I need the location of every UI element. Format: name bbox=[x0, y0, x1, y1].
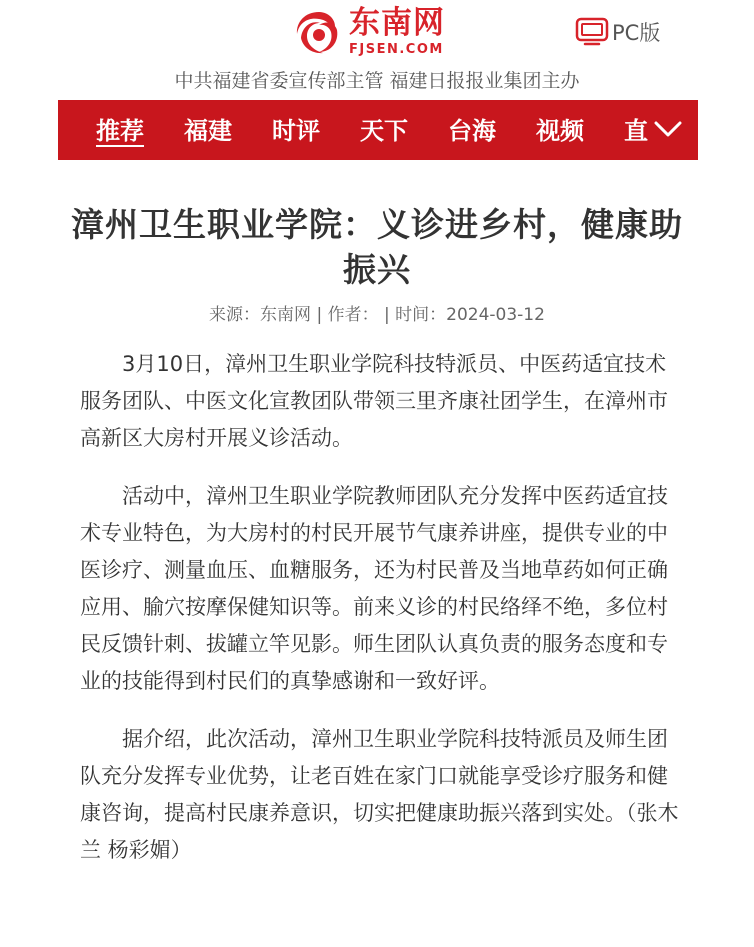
nav-item-world[interactable]: 天下 bbox=[360, 117, 408, 145]
nav-item-recommend[interactable]: 推荐 bbox=[96, 117, 144, 145]
nav-item-commentary[interactable]: 时评 bbox=[272, 117, 320, 145]
nav-item-live[interactable]: 直 bbox=[624, 117, 648, 145]
meta-source-label: 来源： bbox=[209, 305, 261, 325]
meta-time: 2024-03-12 bbox=[446, 305, 545, 325]
meta-separator: | bbox=[311, 305, 328, 325]
meta-time-label: 时间： bbox=[395, 305, 447, 325]
nav-expand-button[interactable] bbox=[650, 114, 686, 146]
article-paragraph: 据介绍，此次活动，漳州卫生职业学院科技特派员及师生团队充分发挥专业优势，让老百姓在家门口就能享受诊疗服务和健康咨询，提高村民康养意识，切实把健康助振兴落到实处。（张木兰 杨彩媚） bbox=[80, 727, 679, 862]
logo-text bbox=[349, 5, 445, 57]
monitor-icon bbox=[575, 17, 609, 47]
article-body bbox=[80, 346, 680, 890]
meta-separator: | bbox=[378, 305, 396, 325]
meta-source: 东南网 bbox=[260, 305, 312, 325]
pc-version-label: PC版 bbox=[612, 21, 661, 45]
nav-item-straits[interactable]: 台海 bbox=[448, 117, 496, 145]
logo-english: FJSEN.COM bbox=[349, 42, 444, 57]
logo-swirl-icon bbox=[293, 8, 345, 56]
channel-nav bbox=[58, 100, 698, 160]
article-meta bbox=[0, 300, 754, 325]
logo-chinese: 东南网 bbox=[349, 5, 445, 41]
nav-item-video[interactable]: 视频 bbox=[536, 117, 584, 145]
channel-nav-list bbox=[58, 100, 648, 160]
article-title: 漳州卫生职业学院：义诊进乡村，健康助振兴 bbox=[71, 205, 683, 290]
site-subtitle: 中共福建省委宣传部主管 福建日报报业集团主办 bbox=[174, 70, 580, 92]
nav-item-fujian[interactable]: 福建 bbox=[184, 117, 232, 145]
pc-version-link[interactable] bbox=[575, 17, 660, 47]
site-header bbox=[0, 0, 754, 98]
meta-author-label: 作者： bbox=[327, 305, 379, 325]
chevron-down-icon bbox=[650, 114, 686, 146]
article-paragraph: 3月10日，漳州卫生职业学院科技特派员、中医药适宜技术服务团队、中医文化宣教团队带领三里齐康社团学生，在漳州市高新区大房村开展义诊活动。 bbox=[80, 352, 668, 450]
site-logo[interactable] bbox=[293, 6, 473, 58]
article-paragraph: 活动中，漳州卫生职业学院教师团队充分发挥中医药适宜技术专业特色，为大房村的村民开展节气康养讲座，提供专业的中医诊疗、测量血压、血糖服务，还为村民普及当地草药如何正确应用、腧穴按摩保健知识等。前来义诊的村民络绎不绝，多位村民反馈针刺、拔罐立竿见影。师生团队认真负责的服务态度和专业的技能得到村民们的真挚感谢和一致好评。 bbox=[80, 484, 668, 693]
